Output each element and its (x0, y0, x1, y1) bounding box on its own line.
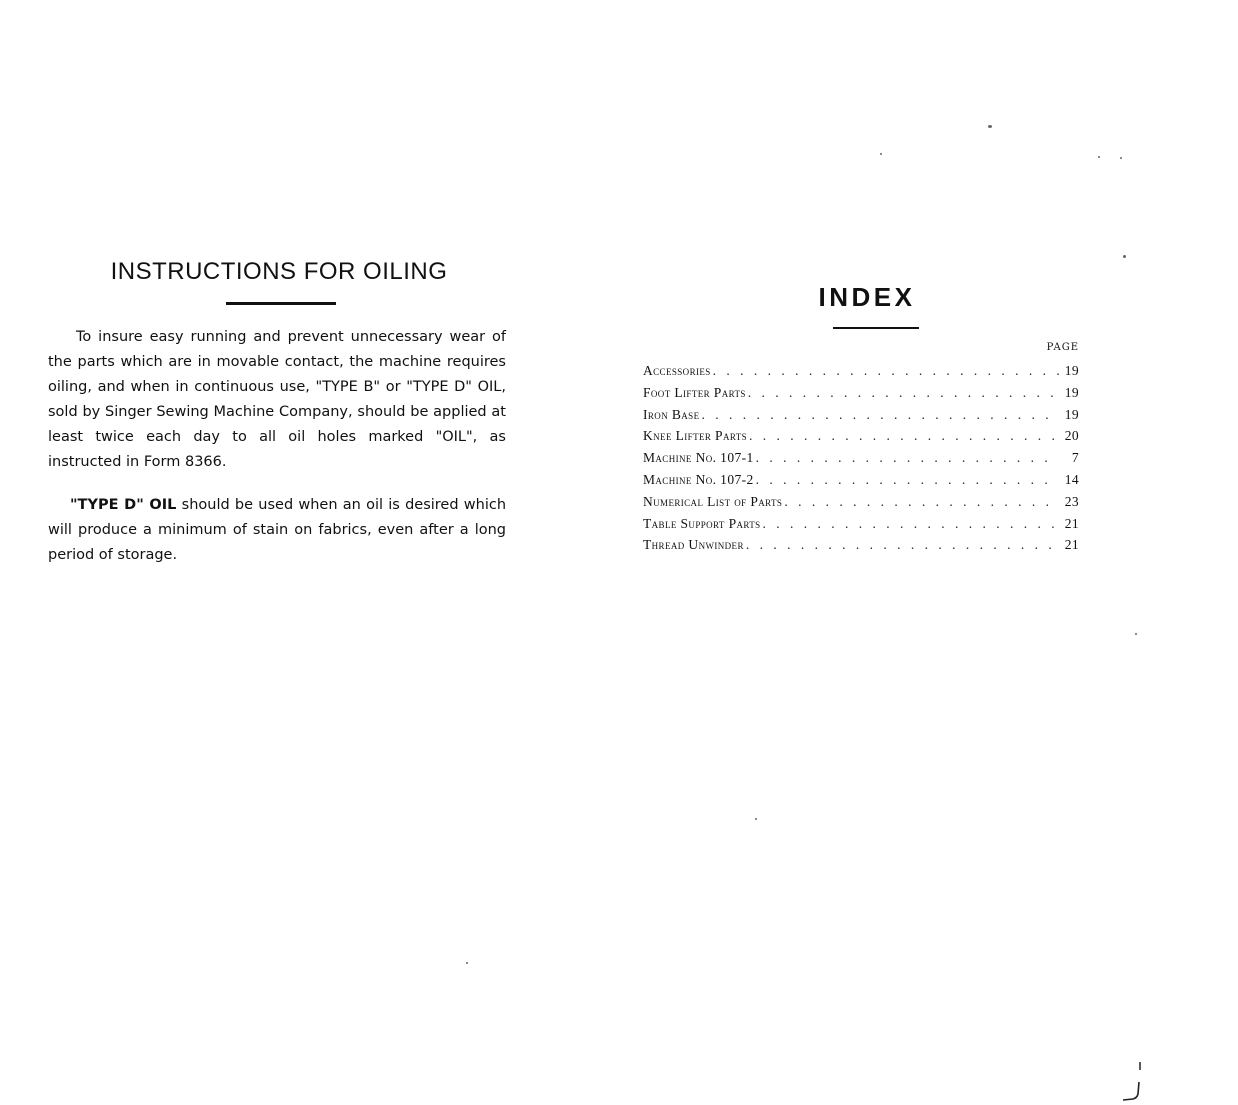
index-underline (833, 327, 919, 329)
scan-speck (755, 818, 757, 820)
index-entry-page: 19 (1064, 406, 1079, 422)
oiling-paragraph-1: To insure easy running and prevent unnecessary wear of the parts which are in movable contact, the machine requires oiling, and when in continuous use, "TYPE B" or "TYPE D" OIL, sold by Singer Sewing Machine Company, should be applied at least twice each day to all oil holes marked "OIL", as instructed in Form 8366. (48, 329, 506, 470)
index-entry (643, 469, 1079, 491)
scan-speck (880, 153, 882, 155)
scan-speck (466, 962, 468, 964)
index-page (643, 280, 1079, 556)
index-entry-label: Foot Lifter Parts (643, 384, 746, 400)
index-entry-label: Knee Lifter Parts (643, 428, 748, 444)
dot-leader (701, 404, 1058, 426)
index-entry-page: 7 (1071, 450, 1079, 466)
index-entry (643, 360, 1079, 382)
index-entry (643, 447, 1079, 469)
dot-leader (746, 534, 1059, 556)
index-entry-page: 21 (1064, 537, 1079, 553)
index-entry-label: Thread Unwinder (643, 537, 744, 553)
dot-leader (756, 469, 1059, 491)
index-entry (643, 404, 1079, 426)
index-entry-label: Iron Base (643, 406, 700, 422)
index-entry-page: 21 (1064, 515, 1079, 531)
index-entry-page: 23 (1064, 493, 1079, 509)
scan-speck (1120, 157, 1122, 159)
index-entry (643, 491, 1079, 513)
index-entry-page: 20 (1064, 428, 1079, 444)
scan-speck (988, 125, 992, 128)
scan-speck (1123, 255, 1126, 258)
title-underline (226, 302, 336, 305)
index-entry (643, 513, 1079, 535)
oiling-instructions-page (48, 250, 506, 568)
index-entry-label: Numerical List of Parts (643, 493, 783, 509)
oiling-paragraph-2 (48, 493, 506, 568)
index-entry (643, 425, 1079, 447)
corner-crop-mark (1120, 1058, 1150, 1104)
index-entry (643, 382, 1079, 404)
index-entry-label: Machine No. 107-2 (643, 471, 754, 487)
index-title: INDEX (818, 282, 916, 312)
index-entry (643, 534, 1079, 556)
type-d-oil-emphasis: "TYPE D" OIL (70, 497, 177, 513)
dot-leader (784, 491, 1058, 513)
index-entry-page: 19 (1064, 384, 1079, 400)
dot-leader (749, 425, 1059, 447)
dot-leader (713, 360, 1059, 382)
dot-leader (748, 382, 1059, 404)
page-column-heading: PAGE (1046, 342, 1079, 353)
scan-speck (1135, 633, 1137, 635)
oiling-title: INSTRUCTIONS FOR OILING (110, 258, 448, 285)
oiling-paragraph-2-text: should be used when an oil is desired which will produce a minimum of stain on fabrics, even after a long period of storage. (48, 497, 507, 563)
scan-speck (1098, 156, 1100, 158)
index-entry-label: Accessories (643, 363, 711, 378)
index-entry-page: 19 (1064, 363, 1079, 378)
index-entry-label: Machine No. 107-1 (643, 450, 754, 466)
index-list (643, 360, 1079, 556)
dot-leader (756, 447, 1059, 469)
index-entry-label: Table Support Parts (643, 515, 761, 531)
dot-leader (763, 513, 1059, 535)
index-entry-page: 14 (1064, 471, 1079, 487)
